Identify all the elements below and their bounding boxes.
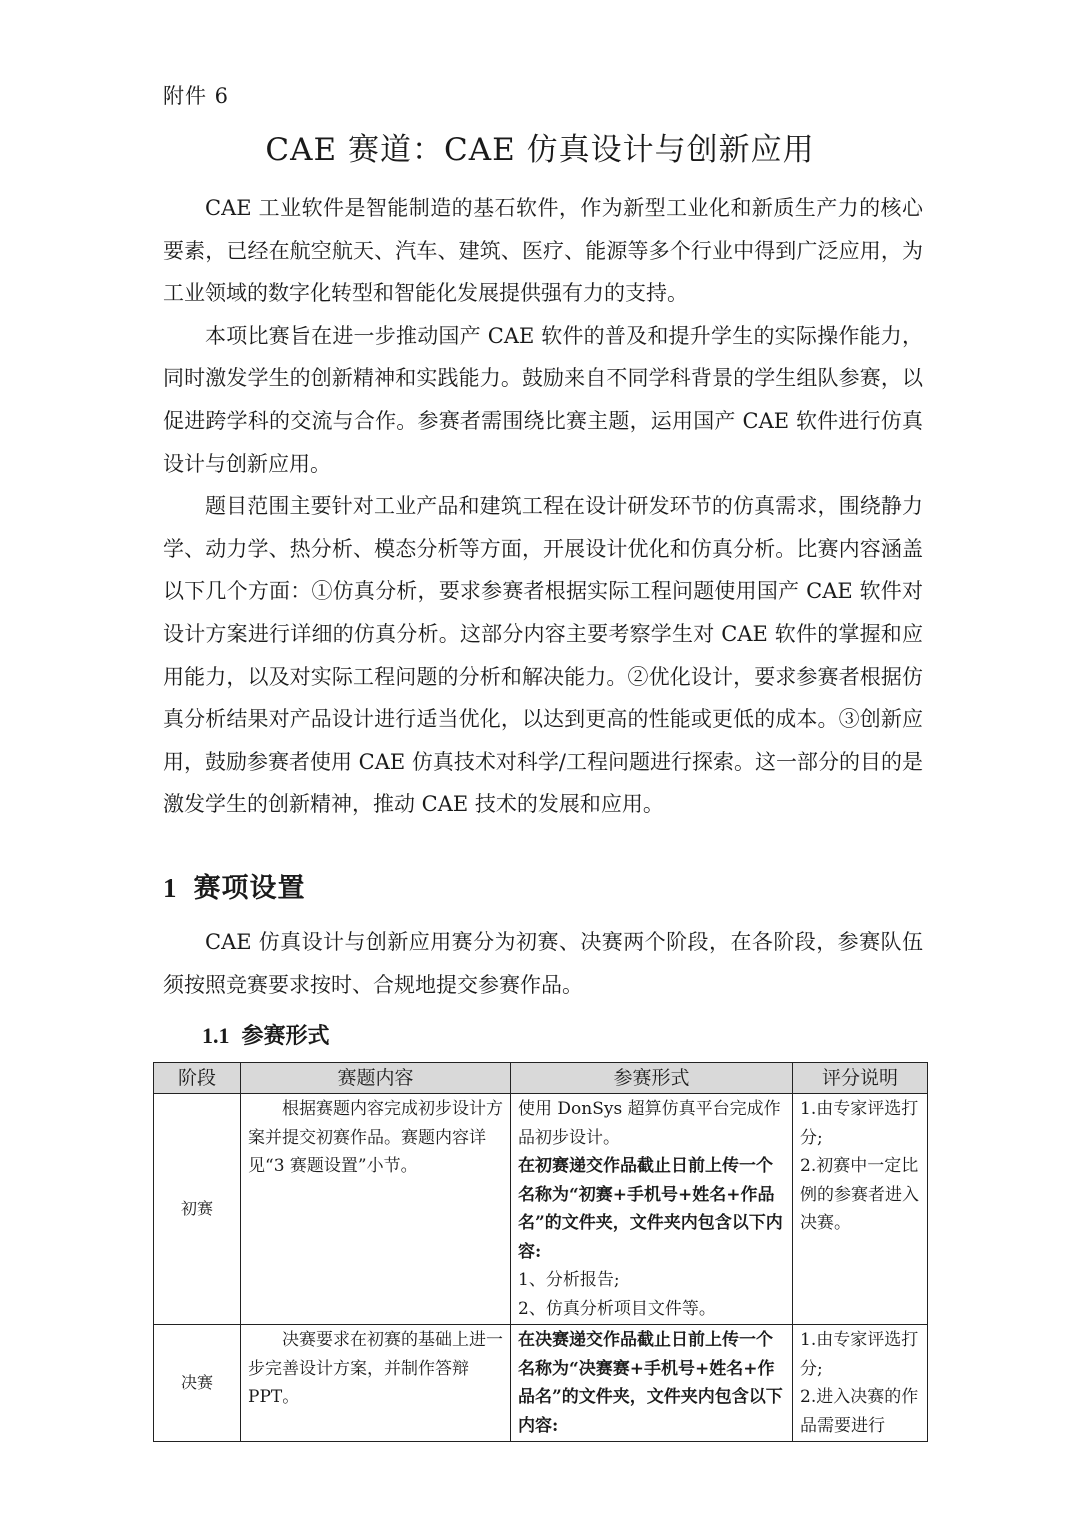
section-1-paragraph: CAE 仿真设计与创新应用赛分为初赛、决赛两个阶段，在各阶段，参赛队伍须按照竞赛要求按时、合规地提交参赛作品。 [163,930,923,997]
format-bold-text: 在初赛递交作品截止日前上传一个名称为“初赛+手机号+姓名+作品名”的文件夹，文件夹内包含以下内容: [518,1156,783,1262]
header-content: 赛题内容 [241,1063,511,1094]
scoring-item: 2.初赛中一定比例的参赛者进入决赛。 [800,1156,919,1233]
intro-paragraph-1: CAE 工业软件是智能制造的基石软件，作为新型工业化和新质生产力的核心要素，已经在航空航天、汽车、建筑、医疗、能源等多个行业中得到广泛应用，为工业领域的数字化转型和智能化发展提供强有力的支持。 [163,196,923,306]
attachment-label: 附件 6 [163,84,230,108]
header-scoring: 评分说明 [793,1063,928,1094]
format-plain-text: 使用 DonSys 超算仿真平台完成作品初步设计。 [518,1099,781,1148]
intro-section [163,187,923,826]
format-cell [511,1325,793,1442]
format-cell [511,1094,793,1325]
format-item: 1、分析报告; [518,1270,620,1290]
table-row [154,1325,928,1442]
content-cell: 决赛要求在初赛的基础上进一步完善设计方案，并制作答辩 PPT。 [241,1325,511,1442]
header-stage: 阶段 [154,1063,241,1094]
section-1-number: 1 [163,873,178,903]
table-header-row [154,1063,928,1094]
header-format: 参赛形式 [511,1063,793,1094]
format-item: 2、仿真分析项目文件等。 [518,1298,716,1319]
intro-paragraph-3: 题目范围主要针对工业产品和建筑工程在设计研发环节的仿真需求，围绕静力学、动力学、热分析、模态分析等方面，开展设计优化和仿真分析。比赛内容涵盖以下几个方面：①仿真分析，要求参赛者根据实际工程问题使用国产 CAE 软件对设计方案进行详细的仿真分析。这部分内容主要考察学生对 CAE 软件的掌握和应用能力，以及对实际工程问题的分析和解决能力。②优化设计，要求参赛者根据仿真分析结果对产品设计进行适当优化，以达到更高的性能或更低的成本。③创新应用，鼓励参赛者使用 CAE 仿真技术对科学/工程问题进行探索。这一部分的目的是激发学生的创新精神，推动 CAE 技术的发展和应用。 [163,494,923,817]
section-1-1-heading [202,1019,330,1050]
scoring-cell [793,1094,928,1325]
competition-format-table [153,1062,928,1442]
stage-cell: 决赛 [154,1325,241,1442]
section-1-body [163,921,923,1006]
section-1-heading [163,866,306,905]
intro-paragraph-2: 本项比赛旨在进一步推动国产 CAE 软件的普及和提升学生的实际操作能力，同时激发学生的创新精神和实践能力。鼓励来自不同学科背景的学生组队参赛，以促进跨学科的交流与合作。参赛者需围绕比赛主题，运用国产 CAE 软件进行仿真设计与创新应用。 [163,323,923,476]
scoring-item: 1.由专家评选打分; [800,1330,919,1379]
format-bold-text: 在决赛递交作品截止日前上传一个名称为“决赛赛+手机号+姓名+作品名”的文件夹，文件夹内包含以下内容: [518,1330,783,1436]
scoring-item: 2.进入决赛的作品需要进行 [800,1387,919,1436]
content-cell: 根据赛题内容完成初步设计方案并提交初赛作品。赛题内容详见“3 赛题设置”小节。 [241,1094,511,1325]
scoring-cell [793,1325,928,1442]
table-row [154,1094,928,1325]
scoring-item: 1.由专家评选打分; [800,1099,919,1148]
section-1-title: 赛项设置 [193,873,306,904]
section-1-1-title: 参赛形式 [241,1024,330,1049]
document-title: CAE 赛道：CAE 仿真设计与创新应用 [265,132,815,168]
stage-cell: 初赛 [154,1094,241,1325]
section-1-1-number: 1.1 [202,1023,230,1048]
